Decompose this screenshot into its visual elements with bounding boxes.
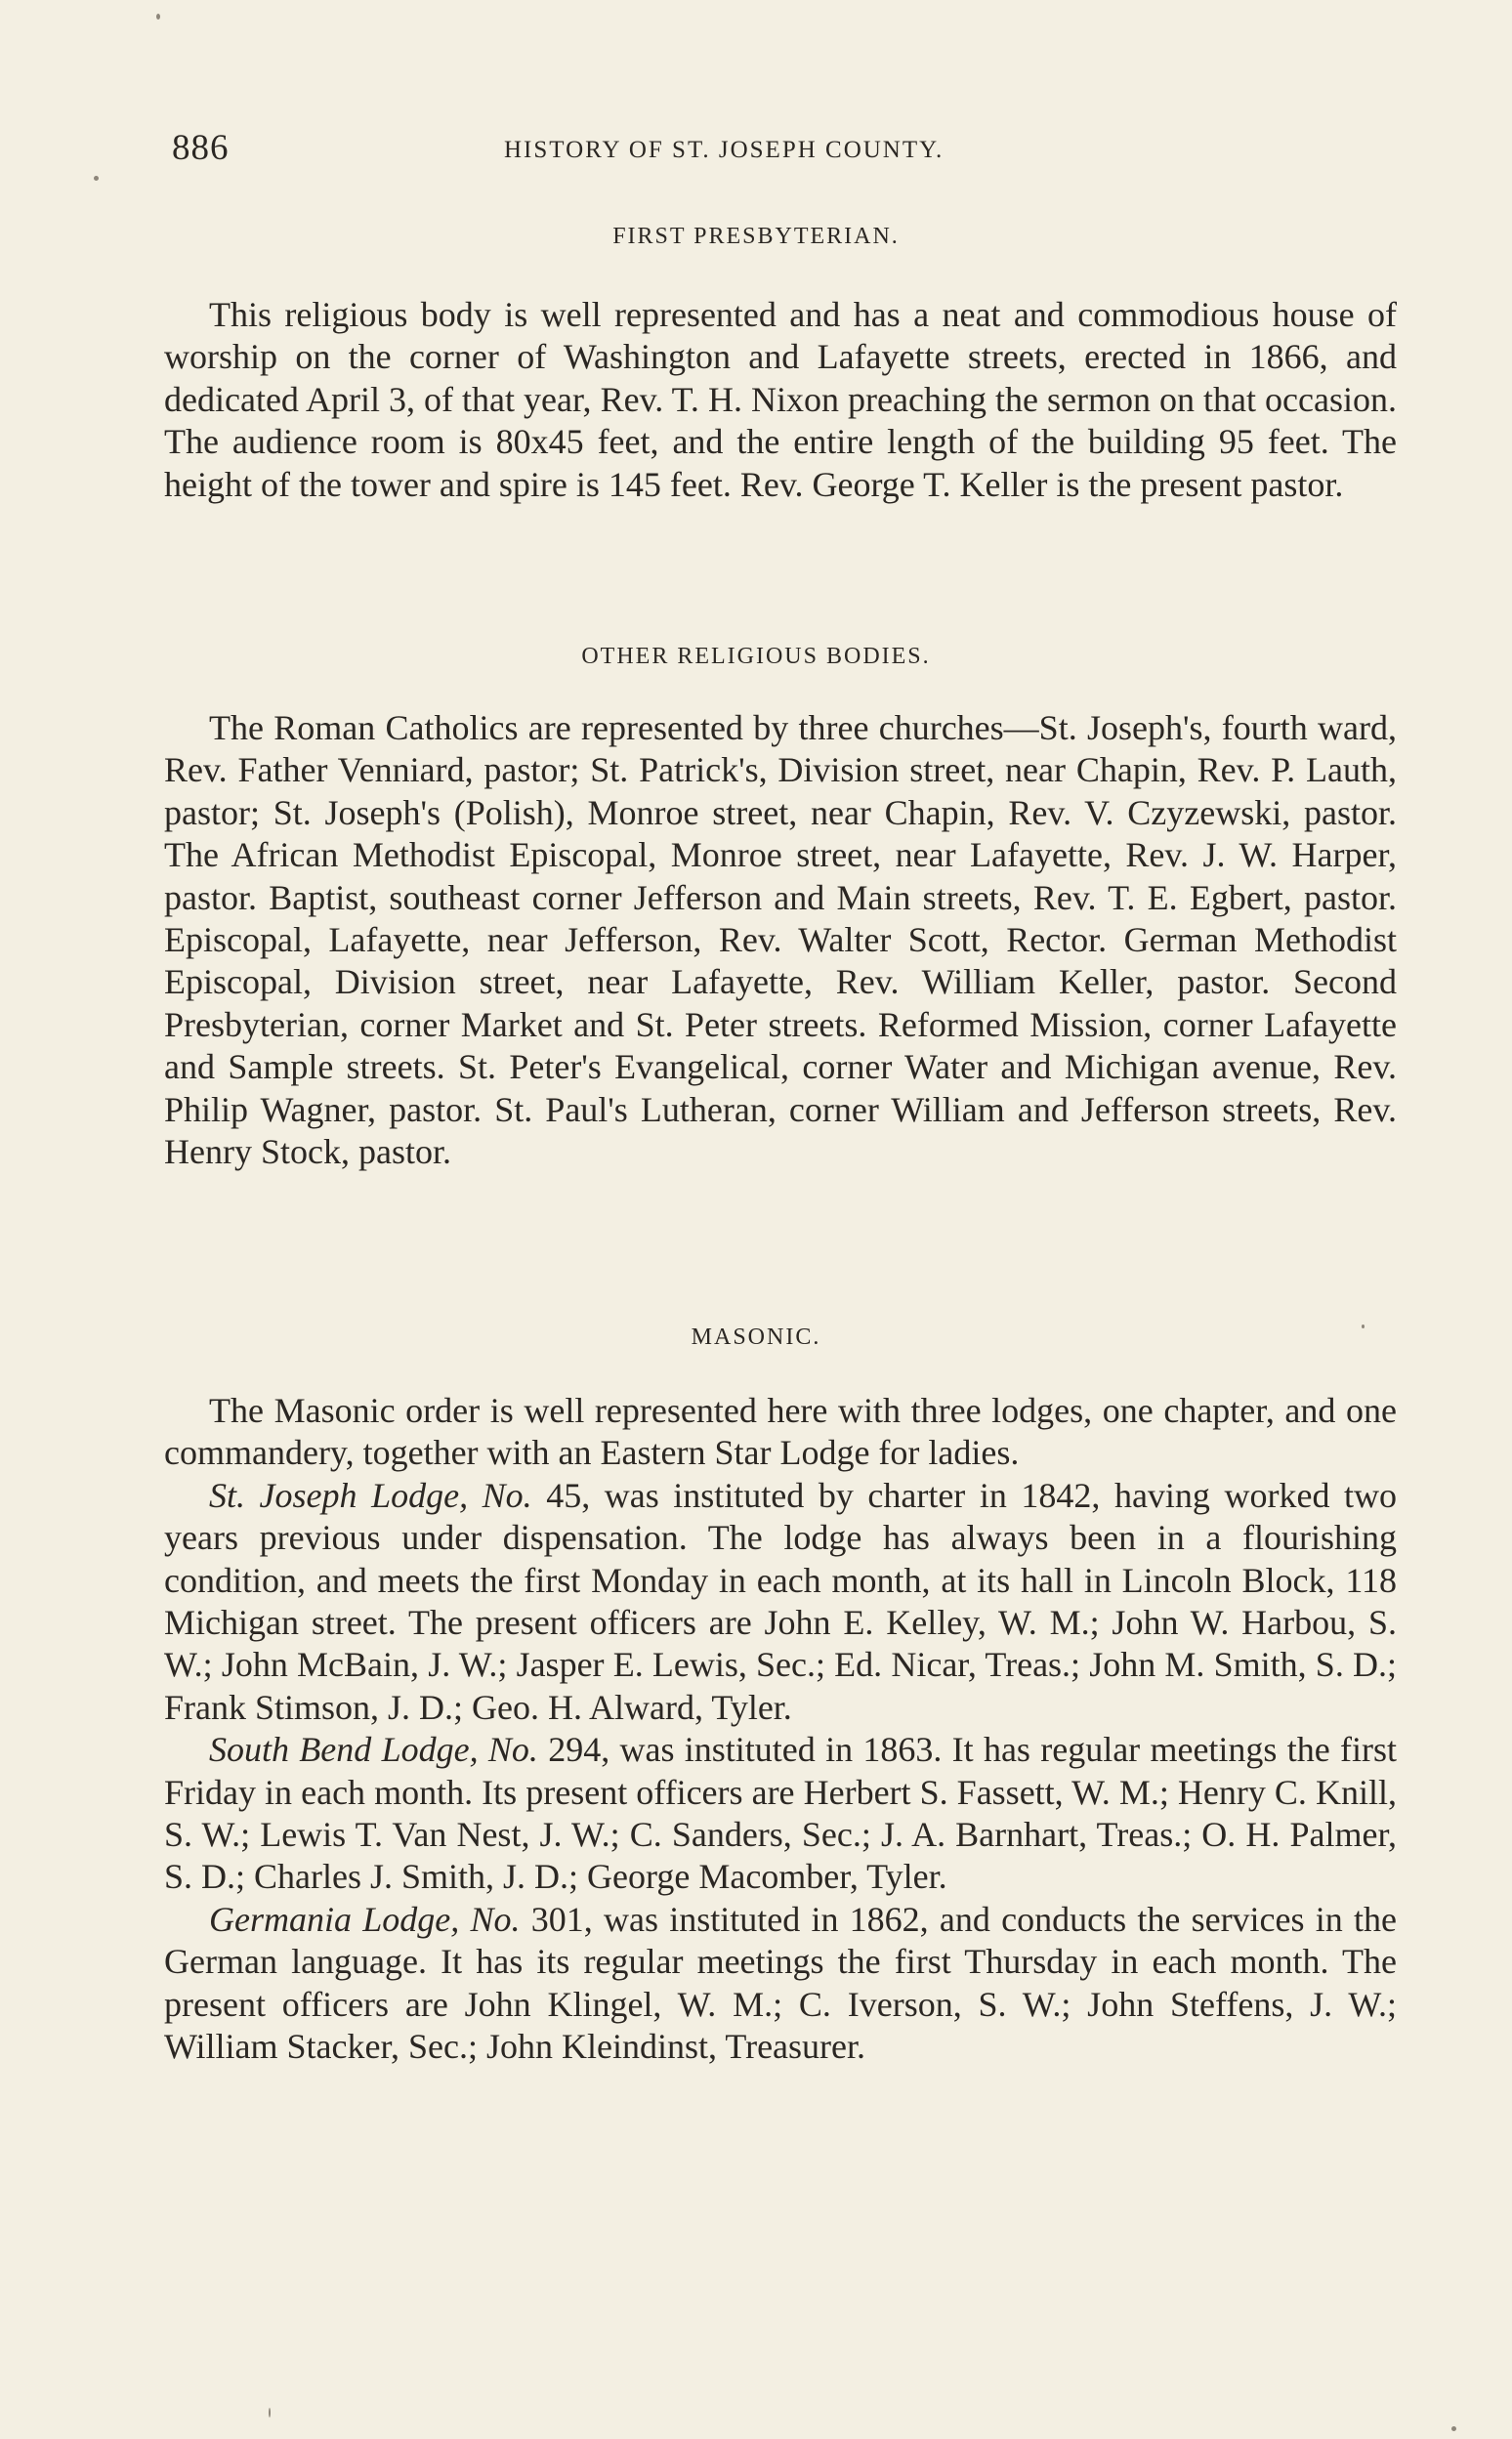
page-number: 886 (172, 128, 230, 168)
paper-speck (269, 2408, 271, 2418)
lodge-description: 301, was instituted in 1862, and conducts the services in the German language. It has its regular meetings the first Thursday in each month. The present officers are John Klingel, W. M.; C. Iverson, S. W.; John Steffens, J. W.; William Stacker, Sec.; John Kleindinst, Treasurer. (164, 1899, 1397, 2067)
paragraph: This religious body is well represented and has a neat and commodious house of worship on the corner of Washington and Lafayette streets, erected in 1866, and dedicated April 3, of that year, Rev. T. H. Nixon preaching the sermon on that occasion. The audience room is 80x45 feet, and the entire length of the building 95 feet. The height of the tower and spire is 145 feet. Rev. George T. Keller is the present pastor. (164, 295, 1397, 504)
lodge-name: St. Joseph Lodge, No. (209, 1475, 532, 1515)
first-presbyterian-text (164, 294, 1397, 506)
lodge-description: 294, was instituted in 1863. It has regular meetings the first Friday in each month. Its present officers are Herbert S. Fassett, W. M.; Henry C. Knill, S. W.; Lewis T. Van Nest, J. W.; C. Sanders, Sec.; J. A. Barnhart, Treas.; O. H. Palmer, S. D.; Charles J. Smith, J. D.; George Macomber, Tyler. (164, 1730, 1398, 1897)
paragraph: The Masonic order is well represented here with three lodges, one chapter, and one commandery, together with an Eastern Star Lodge for ladies. (164, 1391, 1397, 1473)
section-heading-other-religious-bodies: OTHER RELIGIOUS BODIES. (581, 644, 931, 669)
lodge-name: South Bend Lodge, No. (209, 1730, 538, 1770)
lodge-description: 45, was instituted by charter in 1842, having worked two years previous under dispensation. The lodge has always been in a flourishing condition, and meets the first Monday in each month, at its hall in Lincoln Block, 118 Michigan street. The present officers are John E. Kelley, W. M.; John W. Harbou, S. W.; John McBain, J. W.; Jasper E. Lewis, Sec.; Ed. Nicar, Treas.; John M. Smith, S. D.; Frank Stimson, J. D.; Geo. H. Alward, Tyler. (164, 1475, 1397, 1727)
section-heading-first-presbyterian: FIRST PRESBYTERIAN. (612, 224, 900, 249)
paper-speck (1451, 2426, 1456, 2431)
book-title: HISTORY OF ST. JOSEPH COUNTY. (504, 137, 945, 163)
paper-speck (156, 14, 160, 20)
section-heading-masonic: MASONIC. (691, 1325, 821, 1350)
masonic-text (164, 1390, 1397, 2069)
paragraph: The Roman Catholics are represented by three churches—St. Joseph's, fourth ward, Rev. Father Venniard, pastor; St. Patrick's, Division street, near Chapin, Rev. P. Lauth, pastor; St. Joseph's (Polish), Monroe street, near Chapin, Rev. V. Czyzewski, pastor. The African Methodist Episcopal, Monroe street, near Lafayette, Rev. J. W. Harper, pastor. Baptist, southeast corner Jefferson and Main streets, Rev. T. E. Egbert, pastor. Episcopal, Lafayette, near Jefferson, Rev. Walter Scott, Rector. German Methodist Episcopal, Division street, near Lafayette, Rev. William Keller, pastor. Second Presbyterian, corner Market and St. Peter streets. Reformed Mission, corner Lafayette and Sample streets. St. Peter's Evangelical, corner Water and Michigan avenue, Rev. Philip Wagner, pastor. St. Paul's Lutheran, corner William and Jefferson streets, Rev. Henry Stock, pastor. (164, 708, 1397, 1172)
lodge-name: Germania Lodge, No. (209, 1899, 521, 1939)
paragraph-germania-lodge (164, 1899, 1397, 2069)
paper-speck (94, 176, 99, 181)
paragraph-st-joseph-lodge (164, 1475, 1397, 1729)
paragraph-south-bend-lodge (164, 1729, 1397, 1899)
running-head (172, 127, 1397, 176)
other-religious-bodies-text (164, 707, 1397, 1173)
